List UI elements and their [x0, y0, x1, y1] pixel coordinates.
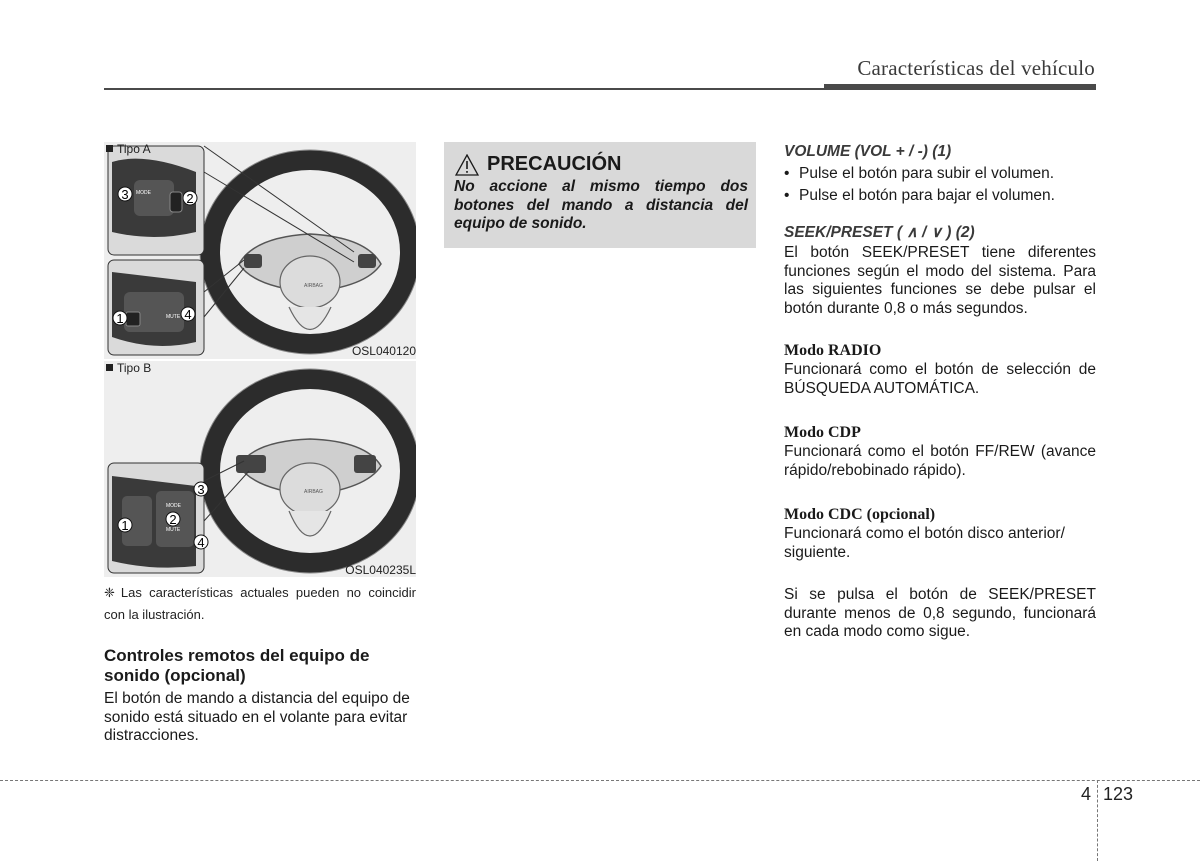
figure-a-code: OSL040120 — [351, 344, 416, 358]
closing-text: Si se pulsa el botón de SEEK/PRESET durante menos de 0,8 segundo, funcionará en cada modo como sigue. — [784, 586, 1096, 640]
callout-4-b: 4 — [197, 535, 205, 550]
mute-label-b: MUTE — [166, 527, 181, 533]
section-heading: Controles remotos del equipo de sonido (opcional) — [104, 646, 370, 685]
seek-heading — [784, 223, 1096, 242]
volume-item-down: • Pulse el botón para bajar el volumen. — [784, 185, 1096, 207]
square-bullet-icon — [106, 145, 113, 152]
callout-2-b: 2 — [169, 512, 177, 527]
note-text: Las características actuales pueden no coincidir con la ilustración. — [104, 585, 416, 622]
figure-tipo-b — [104, 361, 416, 577]
airbag-label-a: AIRBAG — [304, 283, 323, 289]
callout-1-a: 1 — [116, 311, 124, 326]
section-body: El botón de mando a distancia del equipo de sonido está situado en el volante para evitar distracciones. — [104, 690, 410, 744]
figure-b-code: OSL040235L — [345, 563, 416, 577]
airbag-label-b: AIRBAG — [304, 489, 323, 495]
figure-a-label-text: Tipo A — [117, 142, 151, 156]
mode-radio-title: Modo RADIO — [784, 342, 882, 359]
caution-box — [444, 142, 756, 248]
mute-label-a: MUTE — [166, 314, 181, 320]
mode-label-b: MODE — [166, 503, 181, 509]
section-title: Características del vehículo — [857, 56, 1095, 80]
volume-heading: VOLUME (VOL + / -) (1) — [784, 143, 952, 160]
callout-2-a: 2 — [186, 191, 194, 206]
figure-b-label — [106, 361, 151, 375]
caution-title: PRECAUCIÓN — [487, 153, 622, 175]
right-column — [784, 143, 1096, 642]
figure-a-label — [106, 142, 151, 156]
header-rule-accent — [824, 84, 1096, 90]
steering-wheel-illustration-b — [104, 361, 416, 577]
volume-list — [784, 163, 1096, 207]
seek-heading-suffix: ) (2) — [946, 224, 975, 241]
warning-triangle-icon — [455, 154, 479, 176]
note-symbol: ❈ — [104, 585, 115, 600]
volume-item-up: • Pulse el botón para subir el volumen. — [784, 163, 1096, 185]
mode-radio-text: Funcionará como el botón de selección de BÚSQUEDA AUTOMÁTICA. — [784, 361, 1096, 397]
footer-dashed-divider — [1097, 780, 1098, 861]
caution-text: No accione al mismo tiempo dos botones del mando a distancia del equipo de sonido. — [454, 178, 748, 232]
callout-4-a: 4 — [184, 307, 192, 322]
mode-cdc-title: Modo CDC (opcional) — [784, 506, 936, 523]
chapter-number: 4 — [1081, 784, 1092, 804]
square-bullet-icon — [106, 364, 113, 371]
callout-1-b: 1 — [121, 518, 129, 533]
mode-cdc-text: Funcionará como el botón disco anterior/ siguiente. — [784, 525, 1065, 561]
page-number: 123 — [1103, 784, 1134, 804]
steering-wheel-illustration-a — [104, 142, 416, 359]
seek-body: El botón SEEK/PRESET tiene diferentes funciones según el modo del sistema. Para las siguientes funciones se debe pulsar el botón durante 0,8 o más segundos. — [784, 244, 1096, 317]
callout-3-b: 3 — [197, 482, 205, 497]
chevron-up-icon: ∧ — [906, 224, 918, 241]
chevron-down-icon: ∨ — [930, 224, 942, 241]
illustration-note — [104, 582, 416, 626]
seek-heading-sep: / — [921, 224, 927, 241]
footer-dashed-rule — [0, 780, 1200, 781]
mode-cdp-title: Modo CDP — [784, 424, 861, 441]
mode-cdp-text: Funcionará como el botón FF/REW (avance rápido/rebobinado rápido). — [784, 443, 1096, 479]
figure-tipo-a — [104, 142, 416, 359]
callout-3-a: 3 — [121, 187, 129, 202]
remote-controls-section — [104, 646, 418, 746]
figure-b-label-text: Tipo B — [117, 361, 152, 375]
seek-heading-prefix: SEEK/PRESET ( — [784, 224, 902, 241]
mode-label-a: MODE — [136, 190, 151, 196]
